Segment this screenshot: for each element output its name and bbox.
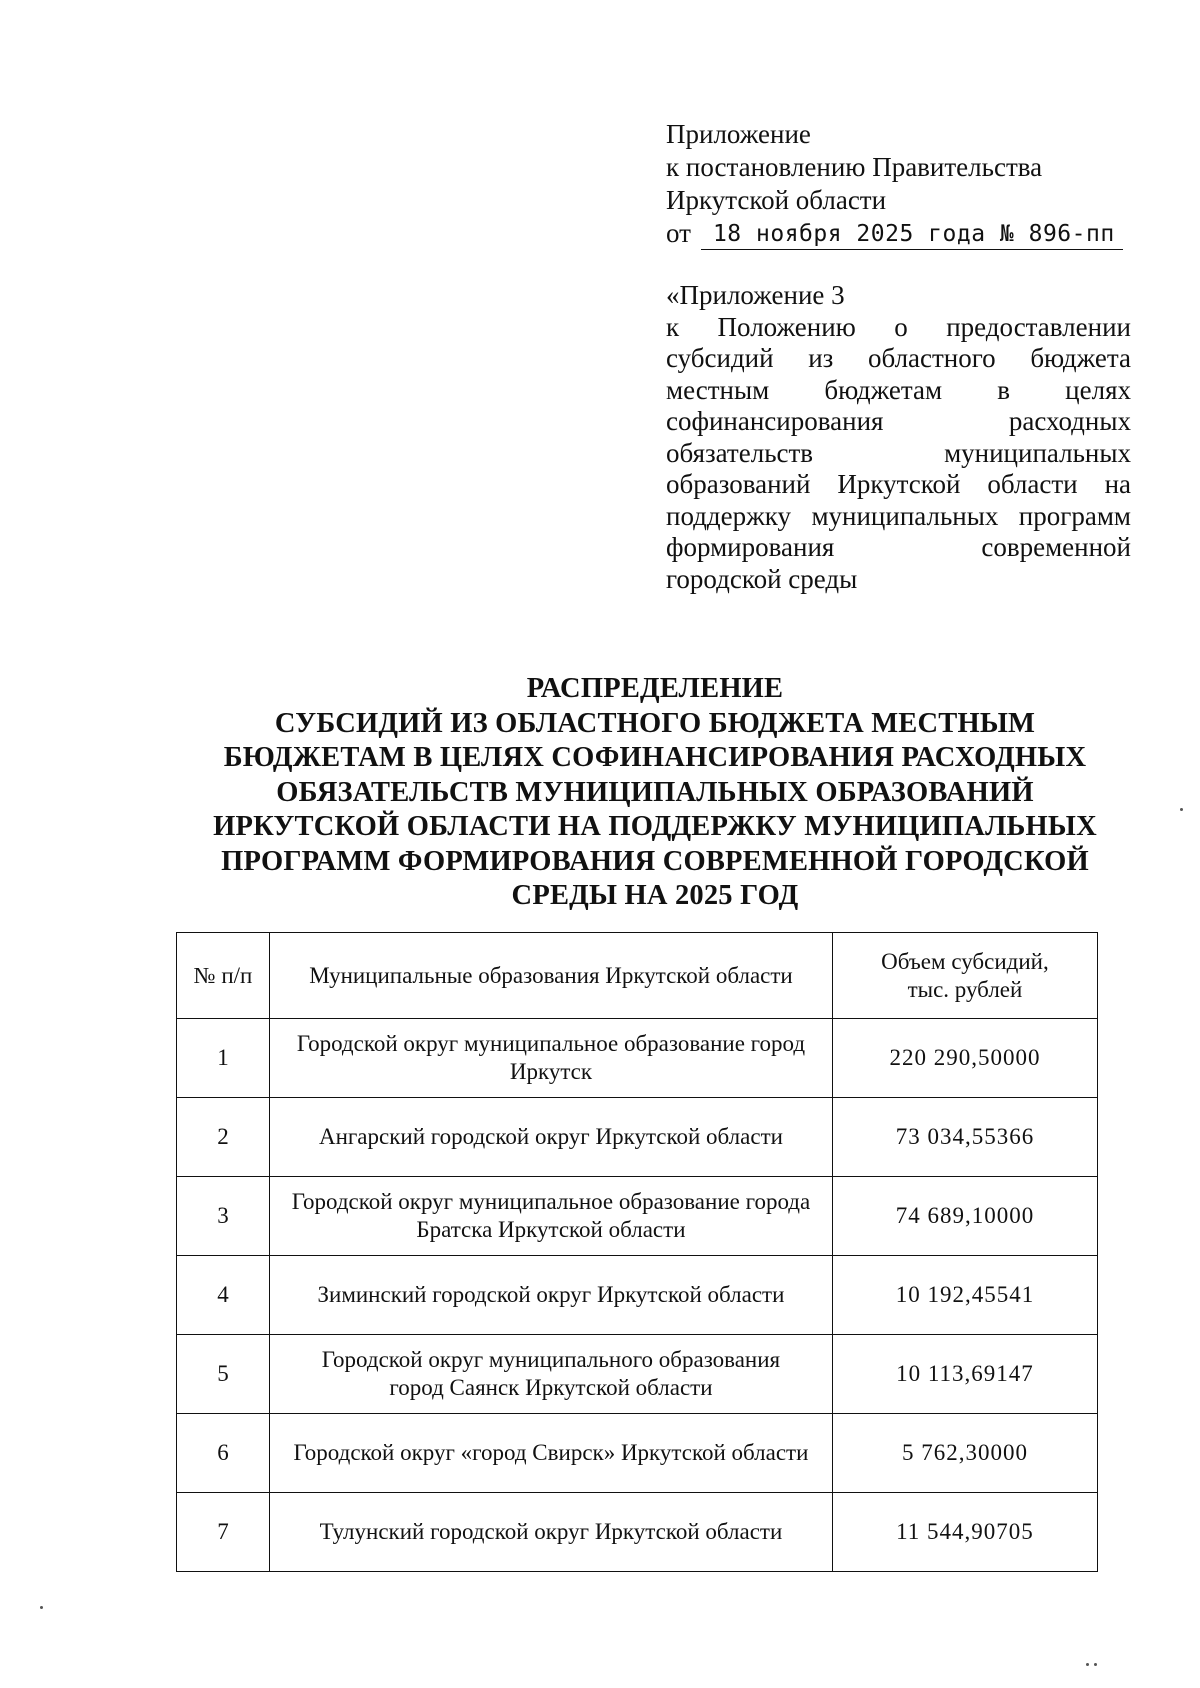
municipality-line-2: город Саянск Иркутской области — [389, 1375, 713, 1400]
table-row — [177, 1098, 1098, 1177]
row-value: 74 689,10000 — [832, 1177, 1097, 1256]
header-municipality: Муниципальные образования Иркутской области — [270, 933, 833, 1019]
annex-line-1: «Приложение 3 — [666, 280, 845, 310]
table-row — [177, 1335, 1098, 1414]
row-number: 7 — [177, 1493, 270, 1572]
annex-body-line: обязательств муниципальных — [666, 437, 1131, 468]
row-value: 10 192,45541 — [832, 1256, 1097, 1335]
annex-body — [666, 312, 1131, 596]
annex-body-line: поддержку муниципальных программ — [666, 500, 1131, 531]
date-prefix: от — [666, 218, 691, 248]
table-row — [177, 1493, 1098, 1572]
title-line: ОБЯЗАТЕЛЬСТВ МУНИЦИПАЛЬНЫХ ОБРАЗОВАНИЙ — [276, 776, 1034, 808]
annex-body-line: формирования современной — [666, 532, 1131, 562]
annex-body-line: городской среды — [666, 563, 858, 594]
header-number: № п/п — [177, 933, 270, 1019]
attachment-date-line — [666, 217, 1136, 250]
scan-speck — [40, 1606, 43, 1609]
title-line: РАСПРЕДЕЛЕНИЕ — [526, 673, 784, 704]
table-row — [177, 1256, 1098, 1335]
municipality-line-1: Зиминский городской округ Иркутской области — [317, 1282, 785, 1307]
attachment-line-3: Иркутской области — [666, 185, 887, 215]
row-municipality — [270, 1335, 833, 1414]
row-number: 2 — [177, 1098, 270, 1177]
document-title — [160, 672, 1150, 914]
municipality-line-1: Городской округ муниципального образования — [321, 1347, 781, 1372]
municipality-line-2: Братска Иркутской области — [416, 1217, 686, 1242]
table-row — [177, 1414, 1098, 1493]
annex-body-line: местным бюджетам в целях — [666, 374, 1131, 405]
row-value: 10 113,69147 — [832, 1335, 1097, 1414]
attachment-line-2: к постановлению Правительства — [666, 152, 1043, 182]
municipality-line-1: Городской округ муниципальное образование города — [291, 1189, 811, 1214]
table-row — [177, 1019, 1098, 1098]
header-value-line-2: тыс. рублей — [907, 976, 1023, 1002]
scan-speck — [1180, 808, 1183, 811]
table-row — [177, 1177, 1098, 1256]
title-line: СРЕДЫ НА 2025 ГОД — [511, 880, 799, 911]
title-line: СУБСИДИЙ ИЗ ОБЛАСТНОГО БЮДЖЕТА МЕСТНЫМ — [274, 707, 1036, 739]
row-municipality — [270, 1414, 833, 1493]
annex-body-line: к Положению о предоставлении — [666, 311, 1131, 342]
attachment-header — [666, 118, 1136, 250]
header-subsidy-volume — [832, 933, 1097, 1019]
row-municipality — [270, 1019, 833, 1098]
row-value: 5 762,30000 — [832, 1414, 1097, 1493]
scan-speck — [1086, 1663, 1089, 1666]
row-value: 11 544,90705 — [832, 1493, 1097, 1572]
attachment-line-1: Приложение — [666, 119, 811, 149]
municipality-line-2: Иркутск — [509, 1059, 593, 1084]
annex-body-line: субсидий из областного бюджета — [666, 343, 1131, 373]
row-municipality — [270, 1177, 833, 1256]
row-municipality — [270, 1256, 833, 1335]
annex-body-line: образований Иркутской области на — [666, 469, 1131, 499]
municipality-line-1: Ангарский городской округ Иркутской области — [318, 1124, 783, 1149]
row-number: 3 — [177, 1177, 270, 1256]
row-number: 1 — [177, 1019, 270, 1098]
row-number: 4 — [177, 1256, 270, 1335]
annex-body-line: софинансирования расходных — [666, 406, 1131, 436]
municipality-line-1: Городской округ «город Свирск» Иркутской области — [293, 1440, 809, 1465]
row-value: 220 290,50000 — [832, 1019, 1097, 1098]
row-number: 5 — [177, 1335, 270, 1414]
municipality-line-1: Тулунский городской округ Иркутской области — [319, 1519, 783, 1544]
subsidy-distribution-table — [176, 932, 1098, 1572]
table-header-row — [177, 933, 1098, 1019]
row-municipality — [270, 1493, 833, 1572]
municipality-line-1: Городской округ муниципальное образование город — [296, 1031, 806, 1056]
title-line: ИРКУТСКОЙ ОБЛАСТИ НА ПОДДЕРЖКУ МУНИЦИПАЛЬНЫХ — [213, 811, 1097, 842]
row-value: 73 034,55366 — [832, 1098, 1097, 1177]
scan-speck — [1094, 1663, 1097, 1666]
resolution-date-number: 18 ноября 2025 года № 896-пп — [701, 220, 1123, 250]
row-number: 6 — [177, 1414, 270, 1493]
title-line: БЮДЖЕТАМ В ЦЕЛЯХ СОФИНАНСИРОВАНИЯ РАСХОДНЫХ — [223, 742, 1087, 773]
annex-header — [666, 280, 1131, 595]
title-line: ПРОГРАММ ФОРМИРОВАНИЯ СОВРЕМЕННОЙ ГОРОДСКОЙ — [221, 845, 1089, 877]
header-value-line-1: Объем субсидий, — [881, 948, 1049, 974]
row-municipality — [270, 1098, 833, 1177]
